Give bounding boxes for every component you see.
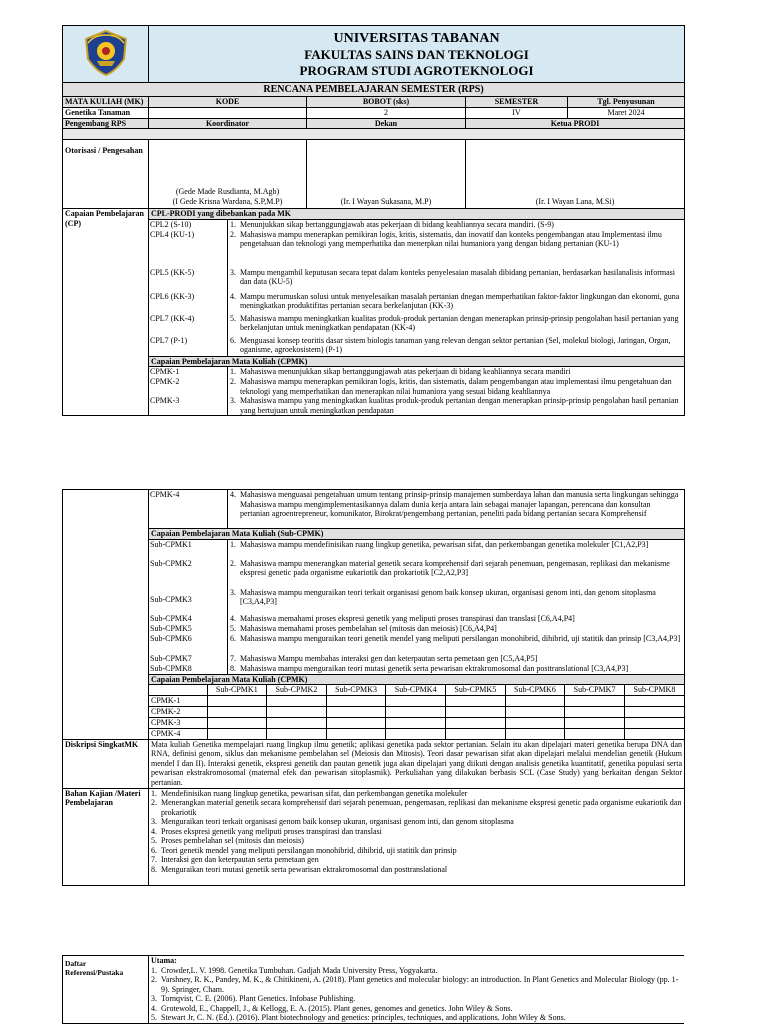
subcpmk-item: 7. Mahasiswa Mampu membahas interaksi gen dan keterpautan serta pemetaan gen [C5,A4,P5] xyxy=(230,653,538,663)
cpmk-code: CPMK-1 xyxy=(150,367,180,376)
desc-label: Diskripsi SingkatMK xyxy=(63,739,149,788)
cpl-item: 5. Mahasiswa mampu meningkatkan kualitas produk-produk pertanian dengan menerapkan prinsip-prinsip pengolahan hasil pertanian yang berkelanjutan untuk meningkatkan pendapatan (KK-4) xyxy=(230,313,679,332)
materi-item: 4. Proses ekspresi genetik yang meliputi proses transpirasi dan translasi xyxy=(151,826,382,836)
subcpmk-code: Sub-CPMK4 xyxy=(150,613,192,623)
references-table xyxy=(62,955,684,1024)
otorisasi-label: Otorisasi / Pengesahan xyxy=(63,140,149,209)
desc-text: Mata kuliah Genetika mempelajari ruang lingkup ilmu genetik; aplikasi genetika pada sektor pertanian. Selain itu akan dipelajari materi genetika berupa DNA dan RNA, definisi genom, siklus dan mekanisme pembelahan sel (Meiosis dan Mitosis). Teori dasar pewarisan sifat akan dipelajari melalui mendelian genetik (Hukum mendel I dan II). Interaksi genetik, ekspresi genetik dan pautan genetik juga akan dipelajari yang diikuti dengan analisis genetika kuantitatif, genetika populasi serta pewarisan ekstrakromosomal (maternal efek dan pewarisan sitoplasmik). Perkuliahan yang dilakukan berbasis SCL (Case Study) yang berkaitan dengan Sektor pertanian. xyxy=(149,739,685,788)
ref-item: 3. Tornqvist, C. E. (2006). Plant Genetics. Infobase Publishing. xyxy=(151,994,356,1003)
subcpmk-item: 8. Mahasiswa mampu menguraikan teori mutasi genetik serta pewarisan ektrakromosomal dan posttranslational [C3,A4,P3] xyxy=(230,663,629,673)
materi-item: 1. Mendefinisikan ruang lingkup genetika, pewarisan sifat, dan perkembangan genetika molekuler xyxy=(151,788,468,798)
bobot-label: BOBOT (sks) xyxy=(307,97,466,108)
materi-item: 7. Interaksi gen dan keterpautan serta pemetaan gen xyxy=(151,855,319,864)
materi-item: 5. Proses pembelahan sel (mitosis dan meiosis) xyxy=(151,836,304,845)
rps-page-3 xyxy=(62,955,684,1024)
cpmk4-cell xyxy=(149,490,685,529)
spacer-row xyxy=(63,129,685,140)
materi-item: 8. Menguraikan teori mutasi genetik serta pewarisan ektrakromosomal dan posttranslational xyxy=(151,864,448,874)
ref-item: 4. Grotewold, E., Chappell, J., & Kellogg, E. A. (2015). Plant genes, genomes and genetics. John Wiley & Sons. xyxy=(151,1003,513,1013)
ref-item: 2. Varshney, R. K., Pandey, M. K., & Chitikineni, A. (2018). Plant genetics and molecular biology: an introduction. In Plant Genetics and Molecular Biology (pp. 1-9). Springer, Cham. xyxy=(151,975,679,994)
matrix-col-header: Sub-CPMK7 xyxy=(565,685,625,695)
pengembang-label: Pengembang RPS xyxy=(63,118,149,129)
tgl-label: Tgl. Penyusunan xyxy=(568,97,685,108)
matrix-col-header: Sub-CPMK6 xyxy=(505,685,565,695)
subcpmk-code: Sub-CPMK8 xyxy=(150,663,192,673)
subcpmk-item: 4. Mahasiswa memahami proses ekspresi genetik yang meliputi proses transpirasi dan translasi [C6,A4,P4] xyxy=(230,613,575,623)
university-name: UNIVERSITAS TABANAN xyxy=(333,31,500,46)
koordinator-label: Koordinator xyxy=(149,118,307,129)
subcpmk-item: 6. Mahasiswa mampu menguraikan teori genetik mendel yang meliputi persilangan monohibrid, dihibrid, uji statitik dan prinsip [C3,A4,P3] xyxy=(230,633,681,643)
pengembang-name-2: (I Gede Krisna Wardana, S.P,M.P) xyxy=(172,196,283,206)
materi-label: Bahan Kajian /Materi Pembelajaran xyxy=(63,788,149,885)
rps-page2-table xyxy=(62,489,685,886)
matrix-row: CPMK-3 xyxy=(149,717,684,728)
subcpmk-items xyxy=(228,540,684,674)
matrix-col-header: Sub-CPMK4 xyxy=(386,685,446,695)
cpl-code: CPL5 (KK-5) xyxy=(150,267,195,277)
ref-label: Daftar Referensi/Pustaka xyxy=(63,956,149,1024)
cpmk-list-cell xyxy=(149,367,685,416)
matrix-heading: Capaian Pembelajaran Mata Kuliah (CPMK) xyxy=(149,674,685,685)
logo-cell xyxy=(63,26,149,83)
cpl-code: CPL7 (KK-4) xyxy=(150,313,195,323)
kaprodi-signature xyxy=(466,140,685,209)
subcpmk-code: Sub-CPMK1 xyxy=(150,539,192,549)
matrix-col-header: Sub-CPMK1 xyxy=(207,685,267,695)
subcpmk-list-cell xyxy=(149,539,685,674)
bobot-value: 2 xyxy=(307,107,466,118)
cpl-items xyxy=(228,220,684,356)
faculty-name: FAKULTAS SAINS DAN TEKNOLOGI xyxy=(304,47,529,62)
dekan-name: (Ir. I Wayan Sukasana, M.P) xyxy=(340,196,432,206)
materi-cell xyxy=(149,788,685,885)
cpmk-item: 1. Mahasiswa menunjukkan sikap bertanggungjawab atas pekerjaan di bidang keahliannya secara mandiri xyxy=(230,367,571,376)
cpmk4-code: CPMK-4 xyxy=(149,490,228,528)
subcpmk-item: 3. Mahasiswa mampu menguraikan teori terkait organisasi genom baik konsep ukuran, organisasi genom inti, dan genom sitoplasma [C3,A4,P3] xyxy=(230,587,656,606)
cpl-code-column xyxy=(149,220,228,356)
cpl-item: 6. Menguasai konsep teoritis dasar sistem biologis tanaman yang relevan dengan sektor pertanian (Sel, molekul biologi, Jaringan, Organ, oganisme, agroekosistem) (P-1) xyxy=(230,335,671,354)
cpmk-code-column xyxy=(149,367,228,415)
matrix-corner xyxy=(149,685,207,695)
pengembang-name-1: (Gede Made Rusdianta, M.Agb) xyxy=(175,187,280,196)
university-logo-icon xyxy=(80,29,132,77)
subcpmk-code: Sub-CPMK6 xyxy=(150,633,192,643)
cpl-item: 4. Mampu merumuskan solusi untuk menyelesaikan masalah pertanian dnegan memperhatikan faktor-faktor lingkungan dan ekonomi, guna meningkatkan produktifitas pertanian secara berkelanjutan (KK-3) xyxy=(230,291,680,310)
mk-value: Genetika Tanaman xyxy=(63,107,149,118)
matrix-col-header: Sub-CPMK8 xyxy=(624,685,684,695)
subcpmk-code-column xyxy=(149,540,228,674)
program-name: PROGRAM STUDI AGROTEKNOLOGI xyxy=(299,63,534,78)
matrix-col-header: Sub-CPMK3 xyxy=(326,685,386,695)
cpl-heading: CPL-PRODI yang dibebankan pada MK xyxy=(149,209,685,220)
matrix-row: CPMK-1 xyxy=(149,695,684,706)
cpl-list-cell xyxy=(149,219,685,356)
mk-label: MATA KULIAH (MK) xyxy=(63,97,149,108)
subcpmk-item: 2. Mahasiswa mampu menerangkan material genetik secara komprehensif dari sejarah penemuan, pengemasan, replikasi dan mekanisme ekspresi genetic pada organisme eukariotik dan prokariotik [C2,A2,P3] xyxy=(230,558,670,577)
cpl-code: CPL4 (KU-1) xyxy=(150,229,195,239)
semester-label: SEMESTER xyxy=(466,97,568,108)
cpmk4-item: 4. Mahasiswa menguasai pengetahuan umum tentang prinsip-prinsip manajemen sumberdaya lahan dan manusia serta lingkungan sehingga Mahasiswa mampu mengimplementasikannya dalam dunia kerja antara lain sebagai manajer lapangan, perencana dan konsultan pertanian agroentrepreneur, komunikator, Birokrat/pengembang pertanian, peneliti pada bidang pertanian secara Komprehensif xyxy=(230,490,679,518)
page2-left-blank xyxy=(63,490,149,740)
ref-heading: Utama: xyxy=(151,956,177,965)
cpmk-code: CPMK-2 xyxy=(150,377,180,386)
tgl-value: Maret 2024 xyxy=(568,107,685,118)
rps-header-table xyxy=(62,25,685,416)
cpl-item: 1. Menunjukkan sikap bertanggungjawab atas pekerjaan di bidang keahliannya secara mandiri. (S-9) xyxy=(230,219,554,229)
materi-item: 3. Menguraikan teori terkait organisasi genom baik konsep ukuran, organisasi genom inti, dan genom sitoplasma xyxy=(151,817,514,826)
kode-value xyxy=(149,107,307,118)
subcpmk-code: Sub-CPMK3 xyxy=(150,594,192,604)
rps-page-1 xyxy=(62,25,684,416)
rps-page-2 xyxy=(62,489,684,886)
cpmk-item: 2. Mahasiswa mampu menerapkan pemikiran logis, kritis, dan sistematis, dalam pengembangan atau implementasi ilmu pengetahuan dan teknologi yang memperhatikan dan menerapkan nilai humaniora yang sesuai bidang keahliannya xyxy=(230,377,672,396)
doc-title: RENCANA PEMBELAJARAN SEMESTER (RPS) xyxy=(63,83,685,97)
kode-label: KODE xyxy=(149,97,307,108)
cpmk-heading: Capaian Pembelajaran Mata Kuliah (CPMK) xyxy=(149,356,685,367)
dekan-signature xyxy=(307,140,466,209)
cpmk-items xyxy=(228,367,684,415)
cpmk-code: CPMK-3 xyxy=(150,396,180,405)
subcpmk-code: Sub-CPMK2 xyxy=(150,558,192,568)
subcpmk-heading: Capaian Pembelajaran Mata Kuliah (Sub-CPMK) xyxy=(149,529,685,540)
matrix-row: CPMK-2 xyxy=(149,706,684,717)
title-cell xyxy=(149,26,685,83)
dekan-label: Dekan xyxy=(307,118,466,129)
matrix-col-header: Sub-CPMK5 xyxy=(446,685,506,695)
materi-item: 6. Teori genetik mendel yang meliputi persilangan monohibrid, dihibrid, uji statitik dan prinsip xyxy=(151,845,457,855)
kaprodi-label: Ketua PRODI xyxy=(466,118,685,129)
cpmk-matrix xyxy=(149,685,684,739)
materi-item: 2. Menerangkan material genetik secara komprehensif dari sejarah penemuan, pengemasan, replikasi dan mekanisme ekspresi genetic pada organisme eukariotik dan prokariotik xyxy=(151,798,682,817)
pengembang-signature xyxy=(149,140,307,209)
cpmk-item: 3. Mahasiswa mampu yang meningkatkan kualitas produk-produk pertanian dengan menerapkan prinsip-prinsip pengolahan hasil pertanian yang bertujuan untuk meningkatkan pendapatan xyxy=(230,396,679,415)
subcpmk-item: 5. Mahasiswa memahami proses pembelahan sel (mitosis dan meiosis) [C6,A4,P4] xyxy=(230,623,497,633)
matrix-row: CPMK-4 xyxy=(149,728,684,739)
ref-item: 5. Stewart Jr, C. N. (Ed.). (2016). Plant biotechnology and genetics: principles, techniques, and applications. John Wiley & Sons. xyxy=(151,1013,566,1022)
ref-item: 1. Crowder,L. V. 1998. Genetika Tumbuhan. Gadjah Mada University Press, Yogyakarta. xyxy=(151,965,438,975)
subcpmk-item: 1. Mahasiswa mampu mendefinisikan ruang lingkup genetika, pewarisan sifat, dan perkembangan genetika molekuler [C1,A2,P3] xyxy=(230,539,649,549)
cpl-code: CPL7 (P-1) xyxy=(150,335,188,345)
semester-value: IV xyxy=(466,107,568,118)
cpl-item: 2. Mahasiswa mampu menerapkan pemikiran logis, kritis, sistematis, dan inovatif dan konteks pengembangan atau Implementasi ilmu pengetahuan dan teknologi yang memperhatika dan menerpkan nilai humaniora yang dengan bidang pertanian (KU-1) xyxy=(230,229,662,248)
cpl-code: CPL6 (KK-3) xyxy=(150,291,195,301)
subcpmk-code: Sub-CPMK5 xyxy=(150,623,192,633)
cp-label: Capaian Pembelajaran (CP) xyxy=(63,209,149,416)
matrix-cell xyxy=(149,685,685,740)
kaprodi-name: (Ir. I Wayan Lana, M.Si) xyxy=(535,196,615,206)
cpl-item: 3. Mampu mengambil keputusan secara tepat dalam konteks penyelesaian masalah dibidang pertanian, berdasarkan hasilanalisis informasi dan data (KU-5) xyxy=(230,267,675,286)
cpl-code: CPL2 (S-10) xyxy=(150,219,192,229)
subcpmk-code: Sub-CPMK7 xyxy=(150,653,192,663)
ref-cell xyxy=(149,956,685,1024)
matrix-col-header: Sub-CPMK2 xyxy=(267,685,327,695)
